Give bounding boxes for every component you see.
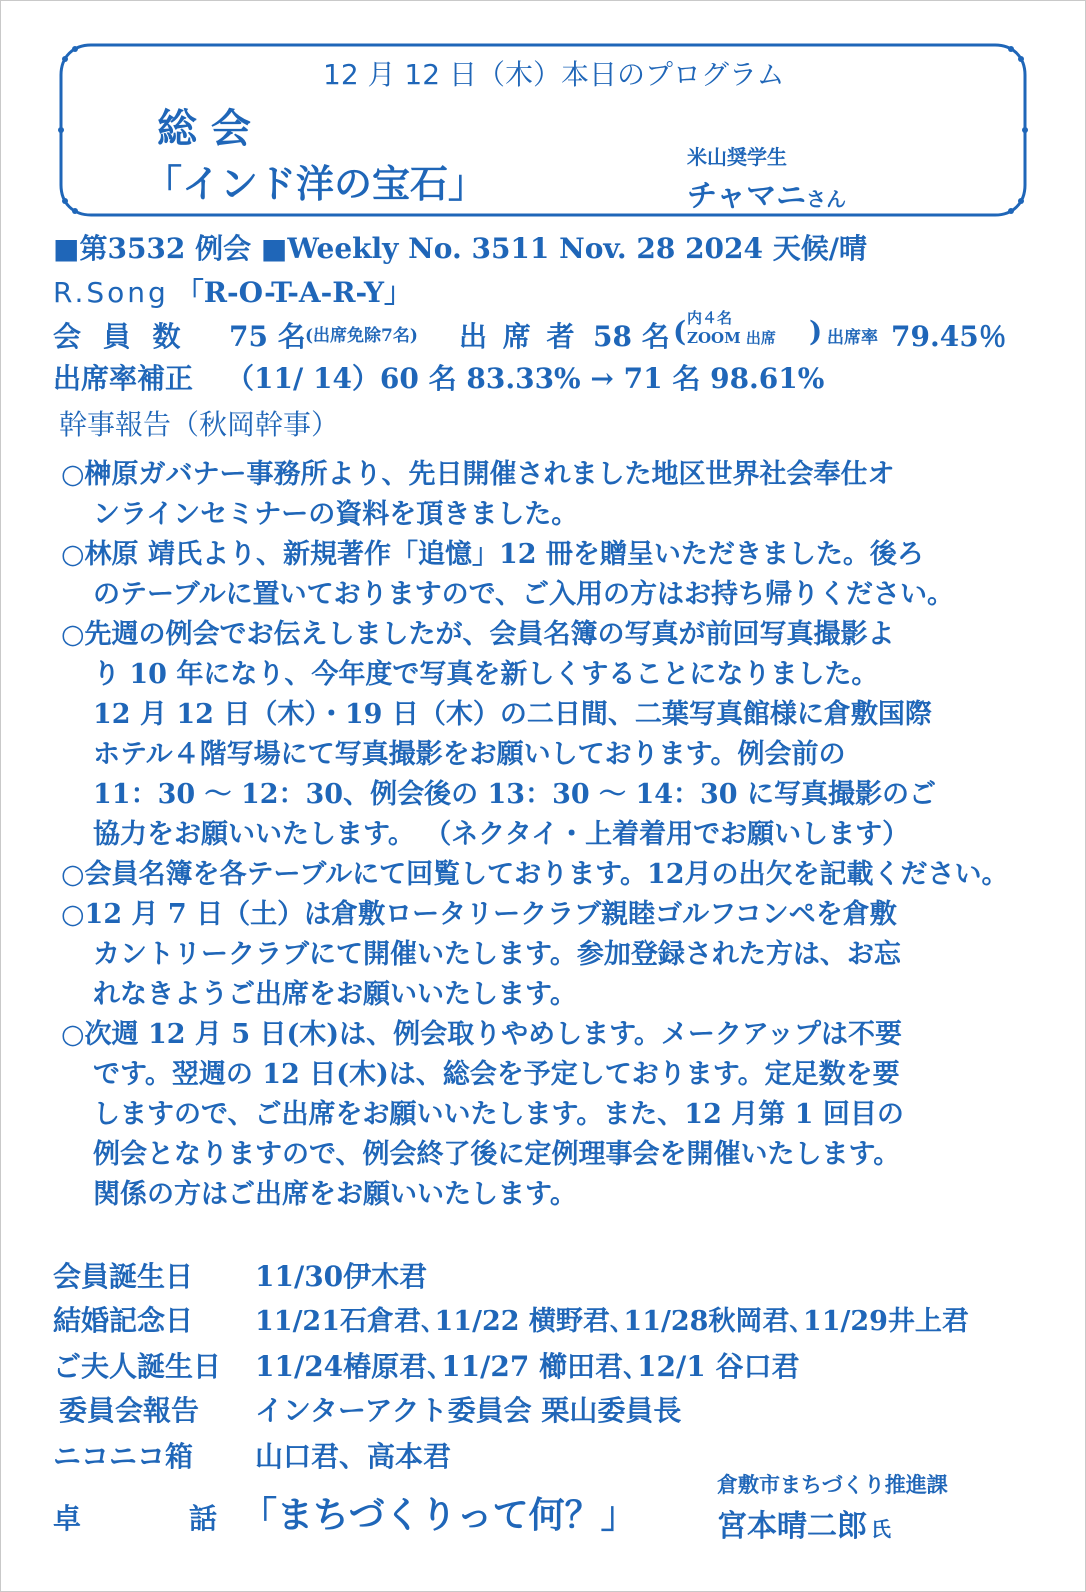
report-item-line: カントリークラブにて開催いたします。参加登録された方は、お忘 — [93, 939, 901, 970]
members-label: 会 員 数 — [53, 320, 187, 353]
spouse-birthday-label: ご夫人誕生日 — [53, 1350, 222, 1383]
birthday-value: 11/30伊木君 — [255, 1260, 428, 1293]
report-item-line: しますので、ご出席をお願いいたします。また、12 月第 1 回目の — [93, 1099, 904, 1130]
talk-label-1: 卓 — [53, 1502, 82, 1535]
wedding-value: 11/21石倉君､11/22 横野君､11/28秋岡君､11/29井上君 — [255, 1306, 969, 1337]
report-item-line: れなきようご出席をお願いいたします。 — [93, 979, 577, 1010]
report-item-line: 12 月 12 日（木）・19 日（木）の二日間、二葉写真館様に倉敷国際 — [93, 699, 932, 730]
birthday-label: 会員誕生日 — [53, 1260, 194, 1293]
report-heading: 幹事報告（秋岡幹事） — [59, 408, 340, 441]
zoom-note-bottom: ZOOM 出席 — [687, 329, 776, 347]
report-item-line: 11：30 〜 12：30、例会後の 13：30 〜 14：30 に写真撮影のご — [93, 779, 936, 810]
talk-speaker-suffix: 氏 — [871, 1517, 891, 1541]
niconico-value: 山口君、高本君 — [255, 1440, 452, 1473]
committee-value: インターアクト委員会 栗山委員長 — [255, 1394, 682, 1427]
report-item-line: ○先週の例会でお伝えしましたが、会員名簿の写真が前回写真撮影よ — [61, 619, 895, 650]
rate-label: 出席率 — [827, 328, 878, 348]
report-item — [61, 895, 1041, 1015]
speaker-suffix: さん — [806, 187, 847, 211]
report-item-line: ○榊原ガバナー事務所より、先日開催されました地区世界社会奉仕オ — [61, 459, 895, 490]
spouse-birthday-value: 11/24椿原君､11/27 櫛田君､12/1 谷口君 — [255, 1350, 800, 1383]
members-note: (出席免除7名) — [305, 326, 418, 346]
rate-value: 79.45％ — [891, 320, 1007, 353]
niconico-label: ニコニコ箱 — [53, 1440, 194, 1473]
report-item-line: 関係の方はご出席をお願いいたします。 — [93, 1179, 577, 1210]
correction-label: 出席率補正 — [53, 362, 194, 395]
correction-value: （11/ 14）60 名 83.33% → 71 名 98.61% — [226, 362, 825, 395]
meeting-info-line: ■第3532 例会 ■Weekly No. 3511 Nov. 28 2024 天候/晴 — [53, 232, 867, 265]
report-item-line: ホテル４階写場にて写真撮影をお願いしております。例会前の — [93, 739, 846, 770]
zoom-paren-open: ( — [673, 315, 687, 348]
report-item-line: ンラインセミナーの資料を頂きました。 — [93, 499, 579, 530]
speaker-name — [687, 171, 846, 215]
talk-speaker — [717, 1501, 891, 1545]
program-event: 総 会 — [157, 105, 251, 152]
report-item-line: 例会となりますので、例会終了後に定例理事会を開催いたします。 — [93, 1139, 901, 1170]
report-item-line: ○12 月 7 日（土）は倉敷ロータリークラブ親睦ゴルフコンペを倉敷 — [61, 899, 897, 930]
report-item-line: ○次週 12 月 5 日(木)は、例会取りやめします。メークアップは不要 — [61, 1019, 903, 1050]
report-item — [61, 1015, 1041, 1215]
song-label: R.Song — [53, 276, 169, 309]
wedding-label: 結婚記念日 — [53, 1304, 194, 1337]
attendees-value: 58 名 — [593, 320, 670, 353]
talk-speaker-name: 宮本晴二郎 — [717, 1509, 867, 1544]
report-item-line: です。翌週の 12 日(木)は、総会を予定しております。定足数を要 — [93, 1059, 900, 1090]
song-title: 「R-O-T-A-R-Y」 — [175, 276, 413, 309]
talk-label-2: 話 — [189, 1502, 218, 1535]
speaker-role: 米山奨学生 — [687, 145, 787, 169]
committee-label: 委員会報告 — [59, 1394, 200, 1427]
correction-line — [53, 357, 824, 397]
zoom-note-top: 内４名 — [687, 309, 733, 327]
report-item — [61, 455, 1041, 535]
report-item-line: ○会員名簿を各テーブルにて回覧しております。12月の出欠を記載ください。 — [61, 859, 1009, 890]
report-item-line: 協力をお願いいたします。 （ネクタイ・上着着用でお願いします） — [93, 819, 910, 850]
talk-department: 倉敷市まちづくり推進課 — [717, 1472, 948, 1497]
report-item — [61, 535, 1041, 615]
talk-title: 「まちづくりって何？」 — [241, 1494, 637, 1536]
program-talk-title: 「インド洋の宝石」 — [144, 161, 487, 206]
report-item — [61, 855, 1041, 895]
report-item — [61, 615, 1041, 855]
zoom-paren-close: ) — [809, 315, 823, 348]
attendees-label: 出 席 者 — [459, 320, 578, 353]
song-line — [53, 271, 412, 311]
report-item-line: のテーブルに置いておりますので、ご入用の方はお持ち帰りください。 — [93, 579, 955, 610]
report-item-line: ○林原 靖氏より、新規著作「追憶」12 冊を贈呈いただきました。後ろ — [61, 539, 924, 570]
program-date-heading: 12 月 12 日（木）本日のプログラム — [323, 58, 785, 91]
speaker-name-text: チャマニ — [687, 179, 807, 214]
members-value: 75 名 — [229, 320, 306, 353]
report-item-line: り 10 年になり、今年度で写真を新しくすることになりました。 — [93, 659, 879, 690]
